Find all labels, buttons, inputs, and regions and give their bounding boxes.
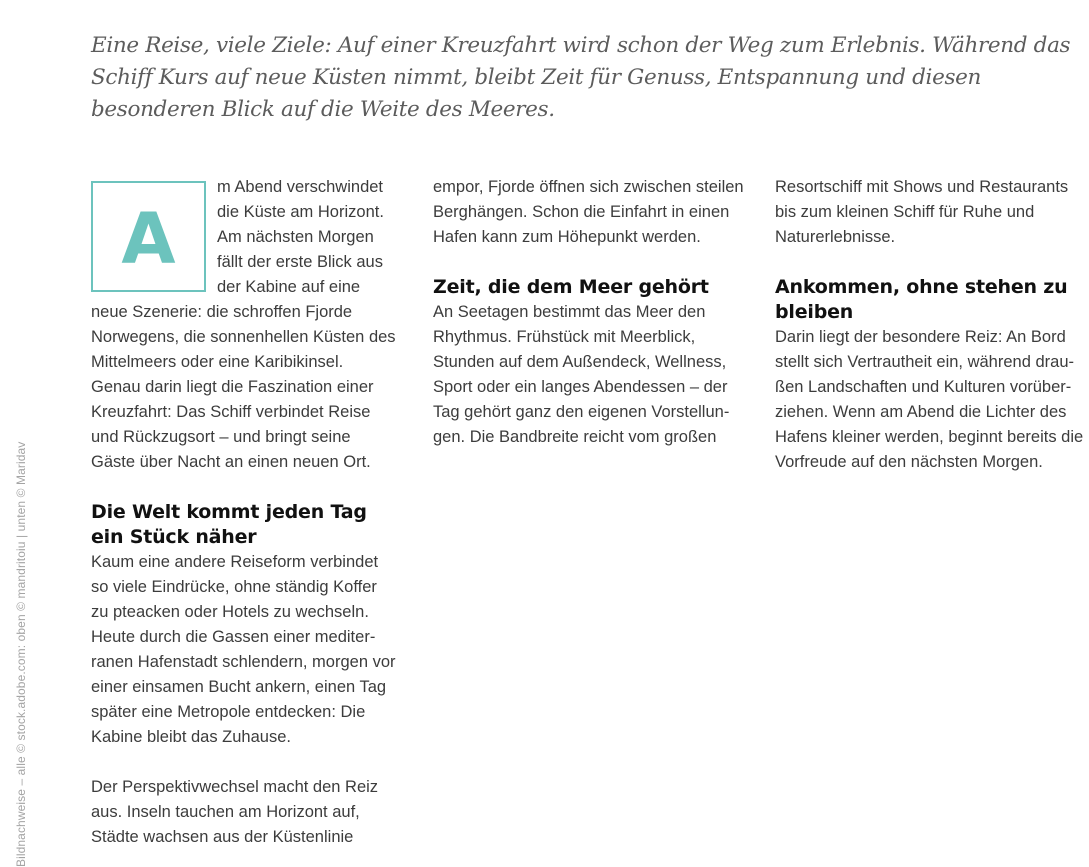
paragraph-continuation-3: Resortschiff mit Shows und Restaurants bis zum kleinen Schiff für Ruhe und Naturerlebnisse. [775, 178, 1069, 246]
section-heading-zeit: Zeit, die dem Meer gehört [433, 276, 709, 298]
section-heading-ankommen: Ankommen, ohne stehen zu bleiben [775, 276, 1068, 323]
paragraph-seetage: An Seetagen bestimmt das Meer den Rhythmus. Frühstück mit Meerblick, Stunden auf dem Außendeck, Wellness, Sport oder ein langes Abendessen – der Tag gehört ganz den eigenen Vorstellungen. Die Bandbreite reicht vom großen [433, 303, 730, 446]
article-column-3 [775, 175, 1089, 475]
intro-lead: Eine Reise, viele Ziele: Auf einer Kreuzfahrt wird schon der Weg zum Erlebnis. Während das Schiff Kurs auf neue Küsten nimmt, bleibt Zeit für Genuss, Entspannung und diesen besonderen Blick auf die Weite des Meeres. [91, 33, 1071, 122]
article-column-2 [433, 175, 748, 450]
paragraph-reiseform: Kaum eine andere Reiseform verbindet so viele Eindrücke, ohne ständig Koffer zu pteacken oder Hotels zu wechseln. Heute durch die Gassen einer mediterranen Hafenstadt schlendern, morgen vor einer einsamen Bucht ankern, einen Tag später eine Metropole entdecken: Die Kabine bleibt das Zuhause. [91, 553, 396, 746]
opening-paragraph: m Abend verschwindet die Küste am Horizont. Am nächsten Morgen fällt der erste Blick aus der Kabine auf eine neue Szenerie: die schroffen Fjorde Norwegens, die sonnenhellen Küsten des Mittelmeers oder eine Karibikinsel. Genau darin liegt die Faszination einer Kreuzfahrt: Das Schiff verbindet Reise und Rückzugsort – und bringt seine Gäste über Nacht an einen neuen Ort. [91, 178, 396, 471]
drop-cap-letter: A [121, 197, 176, 280]
paragraph-perspektivwechsel: Der Perspektivwechsel macht den Reiz aus. Inseln tauchen am Horizont auf, Städte wachsen aus der Küstenlinie [91, 778, 379, 846]
section-heading-welt: Die Welt kommt jeden Tag ein Stück näher [91, 501, 367, 548]
paragraph-continuation-2: empor, Fjorde öffnen sich zwischen steilen Berghängen. Schon die Einfahrt in einen Hafen kann zum Höhepunkt werden. [433, 178, 744, 246]
paragraph-reiz: Darin liegt der besondere Reiz: An Bord stellt sich Vertrautheit ein, während draußen Landschaften und Kulturen vorüberziehen. Wenn am Abend die Lichter des Hafens kleiner werden, beginnt bereits die Vorfreude auf den nächsten Morgen. [775, 328, 1084, 471]
image-credit: Bildnachweise – alle © stock.adobe.com: oben © mandritoiu | unten © Maridav [14, 441, 28, 867]
article-column-1 [91, 175, 397, 850]
drop-cap [91, 181, 206, 292]
